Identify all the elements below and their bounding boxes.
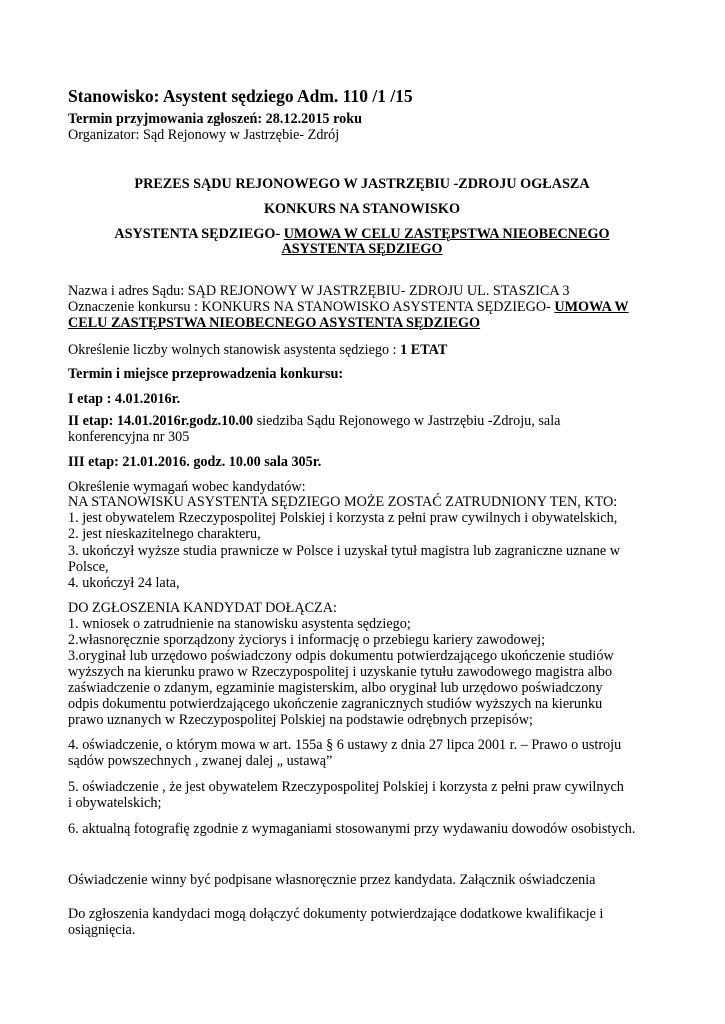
competition-designation bbox=[68, 299, 656, 315]
document-3-line-2: wyższych na kierunku prawo w Rzeczypospolitej i uzyskanie tytułu zawodowego magistra albo bbox=[68, 664, 613, 680]
requirement-2: 2. jest nieskazitelnego charakteru, bbox=[68, 526, 261, 542]
positions-label: Określenie liczby wolnych stanowisk asystenta sędziego : bbox=[68, 342, 401, 358]
document-1: 1. wniosek o zatrudnienie na stanowisku asystenta sędziego; bbox=[68, 616, 411, 632]
organizer-line: Organizator: Sąd Rejonowy w Jastrzębie- Zdrój bbox=[68, 127, 340, 143]
stage-2-date: II etap: 14.01.2016r.godz.10.00 bbox=[68, 413, 254, 429]
deadline-line: Termin przyjmowania zgłoszeń: 28.12.2015 roku bbox=[68, 111, 362, 127]
document-3-line-1: 3.oryginał lub urzędowo poświadczony odpis dokumentu potwierdzającego ukończenie studiów bbox=[68, 648, 614, 664]
document-4-line-2: sądów powszechnych , zwanej dalej „ ustawą” bbox=[68, 753, 333, 769]
stage-2-line-2: konferencyjna nr 305 bbox=[68, 429, 190, 445]
document-4-line-1: 4. oświadczenie, o którym mowa w art. 155a § 6 ustawy z dnia 27 lipca 2001 r. – Prawo o ustroju bbox=[68, 737, 622, 753]
stage-2-line-1 bbox=[68, 413, 656, 429]
announcement-line-4: ASYSTENTA SĘDZIEGO bbox=[281, 241, 443, 257]
document-title: Stanowisko: Asystent sędziego Adm. 110 /1 /15 bbox=[68, 86, 413, 106]
positions-line bbox=[68, 342, 656, 358]
document-5-line-2: i obywatelskich; bbox=[68, 795, 162, 811]
announcement-line-2: KONKURS NA STANOWISKO bbox=[263, 201, 461, 217]
document-3-line-3: zaświadczenie o zdanym, egzaminie magisterskim, albo oryginał lub urzędowo poświadczony bbox=[68, 680, 603, 696]
stage-2-place: siedziba Sądu Rejonowego w Jastrzębiu -Zdroju, sala bbox=[253, 413, 561, 429]
extra-documents-line-1: Do zgłoszenia kandydaci mogą dołączyć dokumenty potwierdzające dodatkowe kwalifikacje i bbox=[68, 906, 604, 922]
requirement-4: 4. ukończył 24 lata, bbox=[68, 575, 180, 591]
requirement-3-line-1: 3. ukończył wyższe studia prawnicze w Polsce i uzyskał tytuł magistra lub zagraniczne uznane w bbox=[68, 543, 620, 559]
requirements-heading: NA STANOWISKU ASYSTENTA SĘDZIEGO MOŻE ZOSTAĆ ZATRUDNIONY TEN, KTO: bbox=[68, 494, 618, 510]
document-3-line-4: odpis dokumentu potwierdzającego ukończenie zagranicznych studiów wyższych na kierunku bbox=[68, 696, 603, 712]
announcement-line-3 bbox=[68, 226, 656, 242]
requirements-intro: Określenie wymagań wobec kandydatów: bbox=[68, 479, 306, 495]
stage-1: I etap : 4.01.2016r. bbox=[68, 391, 181, 407]
requirement-1: 1. jest obywatelem Rzeczypospolitej Polskiej i korzysta z pełni praw cywilnych i obywatelskich, bbox=[68, 510, 618, 526]
requirement-3-line-2: Polsce, bbox=[68, 559, 109, 575]
announcement-line-3-underlined: UMOWA W CELU ZASTĘPSTWA NIEOBECNEGO bbox=[283, 226, 610, 242]
document-3-line-5: prawo uznanych w Rzeczypospolitej Polskiej na podstawie odrębnych przepisów; bbox=[68, 712, 533, 728]
stage-3: III etap: 21.01.2016. godz. 10.00 sala 305r. bbox=[68, 454, 322, 470]
schedule-heading: Termin i miejsce przeprowadzenia konkursu: bbox=[68, 366, 344, 382]
document-6: 6. aktualną fotografię zgodnie z wymaganiami stosowanymi przy wydawaniu dowodów osobistych. bbox=[68, 821, 636, 837]
positions-value: 1 ETAT bbox=[400, 342, 448, 358]
court-name-address: Nazwa i adres Sądu: SĄD REJONOWY W JASTRZĘBIU- ZDROJU UL. STASZICA 3 bbox=[68, 283, 570, 299]
announcement-line-3-prefix: ASYSTENTA SĘDZIEGO- bbox=[114, 226, 284, 242]
extra-documents-line-2: osiągnięcia. bbox=[68, 922, 136, 938]
signature-note: Oświadczenie winny być podpisane własnoręcznie przez kandydata. Załącznik oświadczenia bbox=[68, 872, 596, 888]
documents-heading: DO ZGŁOSZENIA KANDYDAT DOŁĄCZA: bbox=[68, 600, 337, 616]
document-2: 2.własnoręcznie sporządzony życiorys i informację o przebiegu kariery zawodowej; bbox=[68, 632, 546, 648]
announcement-line-1: PREZES SĄDU REJONOWEGO W JASTRZĘBIU -ZDROJU OGŁASZA bbox=[134, 176, 590, 192]
designation-underlined-2: CELU ZASTĘPSTWA NIEOBECNEGO ASYSTENTA SĘDZIEGO bbox=[68, 315, 481, 331]
designation-underlined-1: UMOWA W bbox=[554, 299, 629, 315]
designation-prefix: Oznaczenie konkursu : KONKURS NA STANOWISKO ASYSTENTA SĘDZIEGO- bbox=[68, 299, 555, 315]
document-5-line-1: 5. oświadczenie , że jest obywatelem Rzeczypospolitej Polskiej i korzysta z pełni praw cywilnych bbox=[68, 779, 624, 795]
